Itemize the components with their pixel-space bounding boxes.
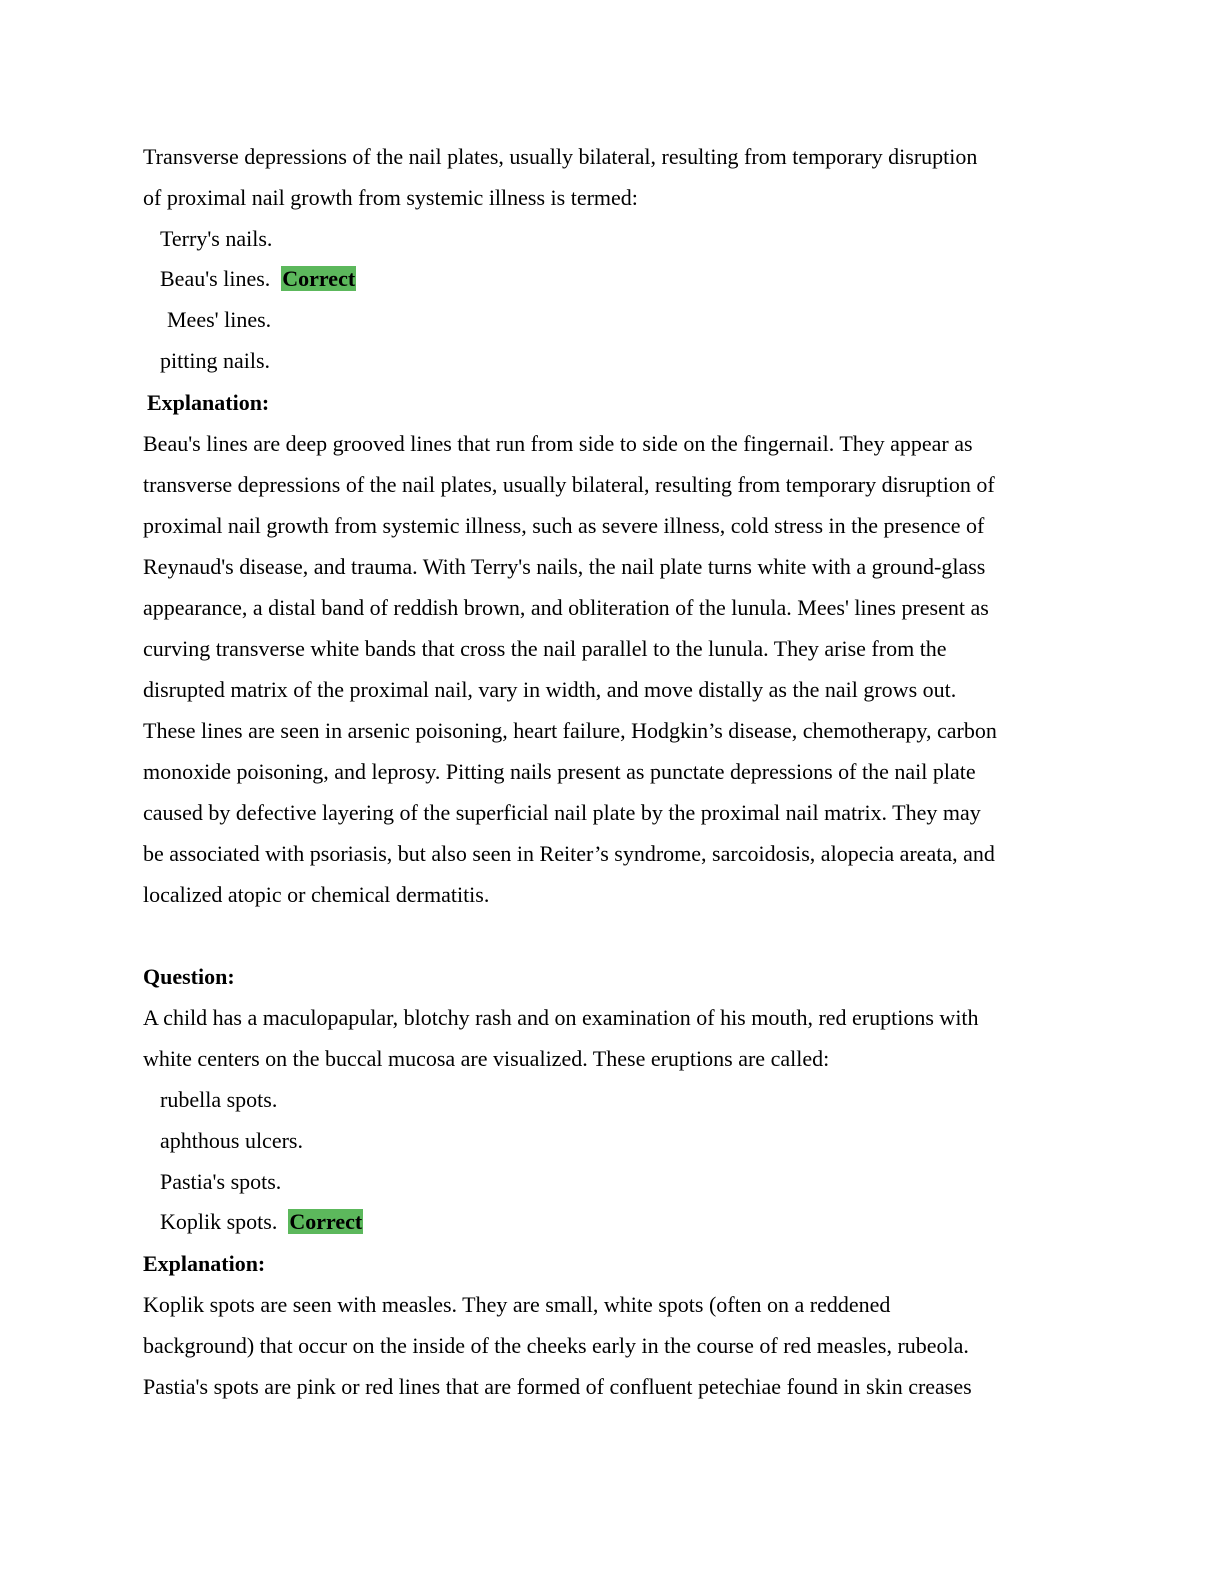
q2-heading: Question:	[143, 964, 235, 989]
q1-explanation-line: disrupted matrix of the proximal nail, vary in width, and move distally as the nail grows out.	[143, 677, 957, 702]
q2-stem-line: white centers on the buccal mucosa are visualized. These eruptions are called:	[143, 1046, 830, 1071]
q1-explanation-line: proximal nail growth from systemic illness, such as severe illness, cold stress in the presence of	[143, 513, 985, 538]
q1-explanation-line: transverse depressions of the nail plates, usually bilateral, resulting from temporary disruption of	[143, 472, 995, 497]
q1-option: Terry's nails.	[160, 226, 273, 251]
q1-stem-line: Transverse depressions of the nail plates, usually bilateral, resulting from temporary disruption	[143, 144, 978, 169]
q1-explanation-heading: Explanation:	[147, 390, 270, 415]
q1-explanation-line: These lines are seen in arsenic poisoning, heart failure, Hodgkin’s disease, chemotherapy, carbon	[143, 718, 997, 743]
q2-option: rubella spots.	[160, 1087, 278, 1112]
q1-option: Mees' lines.	[167, 307, 272, 332]
q2-explanation-heading: Explanation:	[143, 1251, 266, 1276]
q1-option-correct	[160, 266, 356, 292]
q1-explanation-line: appearance, a distal band of reddish brown, and obliteration of the lunula. Mees' lines present as	[143, 595, 989, 620]
q1-explanation-line: curving transverse white bands that cross the nail parallel to the lunula. They arise from the	[143, 636, 947, 661]
q1-explanation-line: be associated with psoriasis, but also seen in Reiter’s syndrome, sarcoidosis, alopecia areata, and	[143, 841, 995, 866]
correct-badge: Correct	[282, 266, 356, 291]
q1-option-label: Beau's lines.	[160, 266, 271, 291]
q2-option: Pastia's spots.	[160, 1169, 282, 1194]
q2-stem-line: A child has a maculopapular, blotchy rash and on examination of his mouth, red eruptions with	[143, 1005, 979, 1030]
q1-explanation-line: Reynaud's disease, and trauma. With Terry's nails, the nail plate turns white with a ground-glass	[143, 554, 986, 579]
q2-option: aphthous ulcers.	[160, 1128, 303, 1153]
correct-badge: Correct	[289, 1209, 363, 1234]
q1-explanation-line: caused by defective layering of the superficial nail plate by the proximal nail matrix. They may	[143, 800, 981, 825]
q1-explanation-line: localized atopic or chemical dermatitis.	[143, 882, 490, 907]
q1-explanation-line: monoxide poisoning, and leprosy. Pitting nails present as punctate depressions of the nail plate	[143, 759, 976, 784]
q1-stem-line: of proximal nail growth from systemic illness is termed:	[143, 185, 638, 210]
q2-explanation-line: background) that occur on the inside of the cheeks early in the course of red measles, rubeola.	[143, 1333, 969, 1358]
q2-option-correct	[160, 1209, 363, 1235]
q2-option-label: Koplik spots.	[160, 1209, 278, 1234]
q2-explanation-line: Koplik spots are seen with measles. They are small, white spots (often on a reddened	[143, 1292, 891, 1317]
q1-option: pitting nails.	[160, 348, 270, 373]
q2-explanation-line: Pastia's spots are pink or red lines that are formed of confluent petechiae found in skin creases	[143, 1374, 972, 1399]
q1-explanation-line: Beau's lines are deep grooved lines that run from side to side on the fingernail. They appear as	[143, 431, 973, 456]
